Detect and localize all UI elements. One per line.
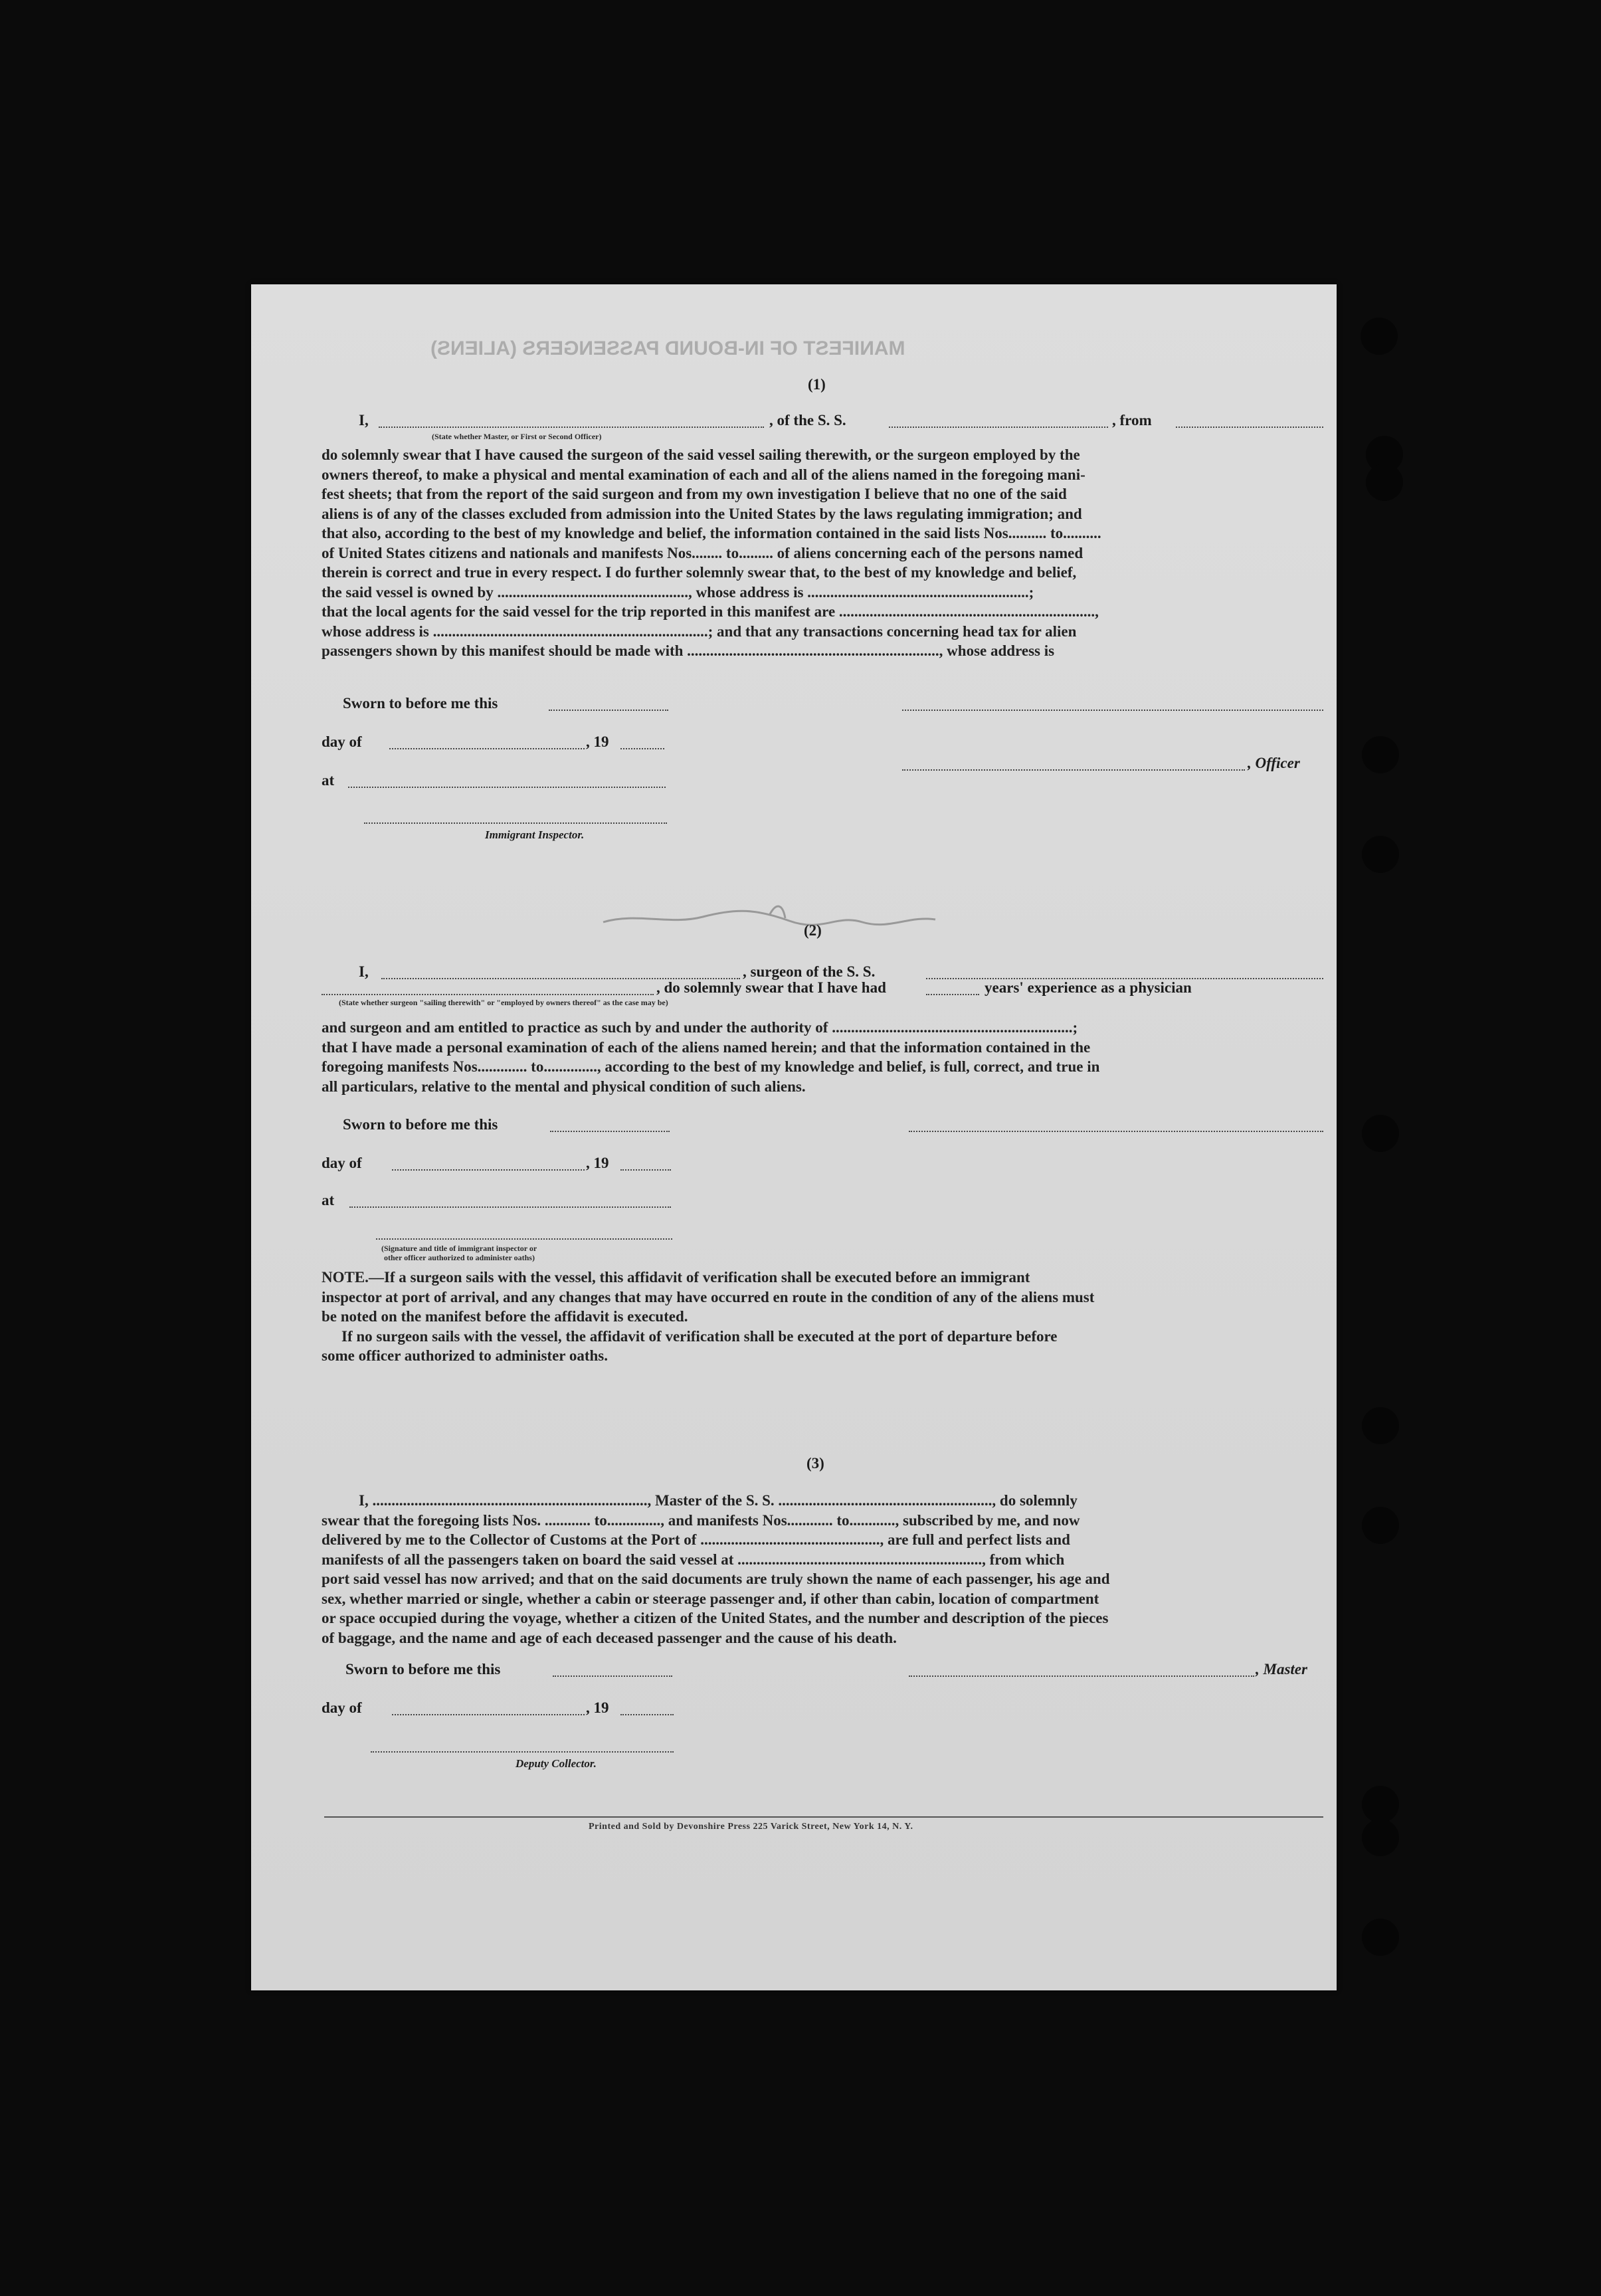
s2-oath-text: and surgeon and am entitled to practice as such by and under the authority of ...............................................................; that I have made a personal examination of each of the aliens named herein; and that the information contained in the foregoing manifests Nos............. to.............., according to the best of my knowledge and belief, is full, correct, and true in all particulars, relative to the mental and physical condition of such aliens. [322, 1019, 1100, 1095]
s1-sworn-label: Sworn to before me this [343, 695, 498, 712]
s2-note-label: NOTE. [322, 1269, 369, 1286]
s1-officer-caption: (State whether Master, or First or Second Officer) [432, 432, 602, 441]
punch-hole [1362, 1507, 1399, 1544]
s2-day-label: day of [322, 1155, 362, 1171]
bleed-through-header: MANIFEST OF IN-BOUND PASSENGERS (ALIENS) [430, 337, 905, 359]
s1-officer-name-line [379, 427, 764, 428]
s1-sworn-line [549, 710, 668, 711]
s1-day-label: day of [322, 733, 362, 750]
s3-sworn-line [553, 1675, 672, 1677]
punch-hole [1362, 1819, 1399, 1856]
s3-oath-text: I, ........................................................................, Master of the S. S. ........................................................, do solemnly swear that the foregoing lists Nos. ............ to.............., and manifests Nos............ to............, subscribed by me, and now delivered by me to the Collector of Customs at the Port of ..............................................., are full and perfect lists and manifests of all the passengers taken on board the said vessel at ................................................................, from which port said vessel has now arrived; and that on the said documents are truly shown the name of each passenger, his age and sex, whether married or single, whether a cabin or steerage passenger and, if other than cabin, location of compartment or space occupied during the voyage, whether a citizen of the United States, and the number and description of the pieces of baggage, and the name and age of each deceased passenger and the cause of his death. [322, 1492, 1110, 1646]
s3-year-line [620, 1714, 674, 1715]
s1-i-label: I, [359, 412, 369, 429]
s1-of-ss-label: , of the S. S. [769, 412, 846, 429]
s1-year-label: , 19 [586, 733, 609, 750]
s1-day-line [389, 748, 585, 749]
s2-year-line [620, 1169, 671, 1171]
s1-officer-signature-line [902, 769, 1245, 771]
punch-hole [1362, 1407, 1399, 1444]
s3-master-label: , Master [1256, 1661, 1307, 1677]
s1-year-line [620, 748, 664, 749]
s2-signature-caption-1: (Signature and title of immigrant inspector or [381, 1244, 537, 1253]
s3-day-line [392, 1714, 585, 1715]
s2-years-label: years' experience as a physician [985, 979, 1192, 996]
s1-at-label: at [322, 772, 335, 789]
punch-hole [1362, 836, 1399, 873]
s2-sailing-line [322, 994, 654, 995]
s2-signature-line [376, 1238, 672, 1240]
section-1-heading: (1) [808, 376, 826, 393]
s3-year-label: , 19 [586, 1699, 609, 1716]
s1-from-label: , from [1112, 412, 1152, 429]
s2-sworn-line [550, 1131, 670, 1132]
s2-surgeon-caption: (State whether surgeon "sailing therewith" or "employed by owners thereof" as the case may be) [339, 998, 668, 1007]
s2-i-label: I, [359, 963, 369, 980]
footer-rule [324, 1816, 1323, 1818]
s2-signature-caption-2: other officer authorized to administer oaths) [384, 1253, 535, 1262]
punch-hole [1366, 464, 1403, 501]
section-2-heading: (2) [804, 922, 822, 939]
section-3-heading: (3) [806, 1455, 824, 1472]
punch-hole [1362, 1115, 1399, 1152]
s2-note-text: NOTE.—If a surgeon sails with the vessel, this affidavit of verification shall be executed before an immigrant inspector at port of arrival, and any changes that may have occurred en route in the condition of any of the aliens must be noted on the manifest before the affidavit is executed. If no surgeon sails with the vessel, the affidavit of verification shall be executed at the port of departure before some officer authorized to administer oaths. [322, 1269, 1095, 1364]
s2-year-label: , 19 [586, 1155, 609, 1171]
s3-collector-label: Deputy Collector. [516, 1757, 597, 1770]
punch-hole [1362, 1786, 1399, 1823]
s1-oath-text: do solemnly swear that I have caused the surgeon of the said vessel sailing therewith, or the surgeon employed by the owners thereof, to make a physical and mental examination of each and all of the aliens named in the foregoing mani- fest sheets; that from the report of the said surgeon and from my own investigation I believe that no one of the said aliens is of any of the classes excluded from admission into the United States by the laws regulating immigration; and that also, according to the best of my knowledge and belief, the information contained in the said lists Nos.......... to.......... of United States citizens and nationals and manifests Nos........ to......... of aliens concerning each of the persons named therein is correct and true in every respect. I do further solemnly swear that, to the best of my knowledge and belief, the said vessel is owned by .................................................., whose address is ..........................................................; that the local agents for the said vessel for the trip reported in this manifest are ..................................................................., whose address is ........................................................................; and that any transactions concerning head tax for alien passengers shown by this manifest should be made with .................................................................., whose address is [322, 446, 1101, 659]
punch-hole [1361, 318, 1398, 355]
s2-surgeon-label: , surgeon of the S. S. [743, 963, 876, 980]
handwritten-signature [597, 896, 942, 935]
printer-footer: Printed and Sold by Devonshire Press 225 Varick Street, New York 14, N. Y. [589, 1822, 913, 1832]
s1-inspector-line [364, 822, 667, 824]
s3-day-label: day of [322, 1699, 362, 1716]
s2-day-line [392, 1169, 585, 1171]
s3-sworn-label: Sworn to before me this [345, 1661, 501, 1677]
s2-swear-label: , do solemnly swear that I have had [656, 979, 886, 996]
s2-years-line [926, 994, 979, 995]
s2-at-line [349, 1206, 671, 1208]
s2-sworn-right-line [909, 1131, 1323, 1132]
s1-from-line [1176, 427, 1323, 428]
manifest-page [251, 284, 1337, 1990]
s3-master-line [909, 1675, 1254, 1677]
s3-collector-line [371, 1751, 674, 1753]
s2-sworn-label: Sworn to before me this [343, 1116, 498, 1133]
s1-sworn-right-line [902, 710, 1323, 711]
s1-at-line [348, 787, 666, 788]
s1-vessel-line [889, 427, 1108, 428]
s1-officer-label: , Officer [1248, 755, 1300, 771]
s2-at-label: at [322, 1192, 335, 1208]
s1-inspector-label: Immigrant Inspector. [485, 828, 585, 841]
punch-hole [1362, 736, 1399, 773]
punch-hole [1362, 1919, 1399, 1956]
